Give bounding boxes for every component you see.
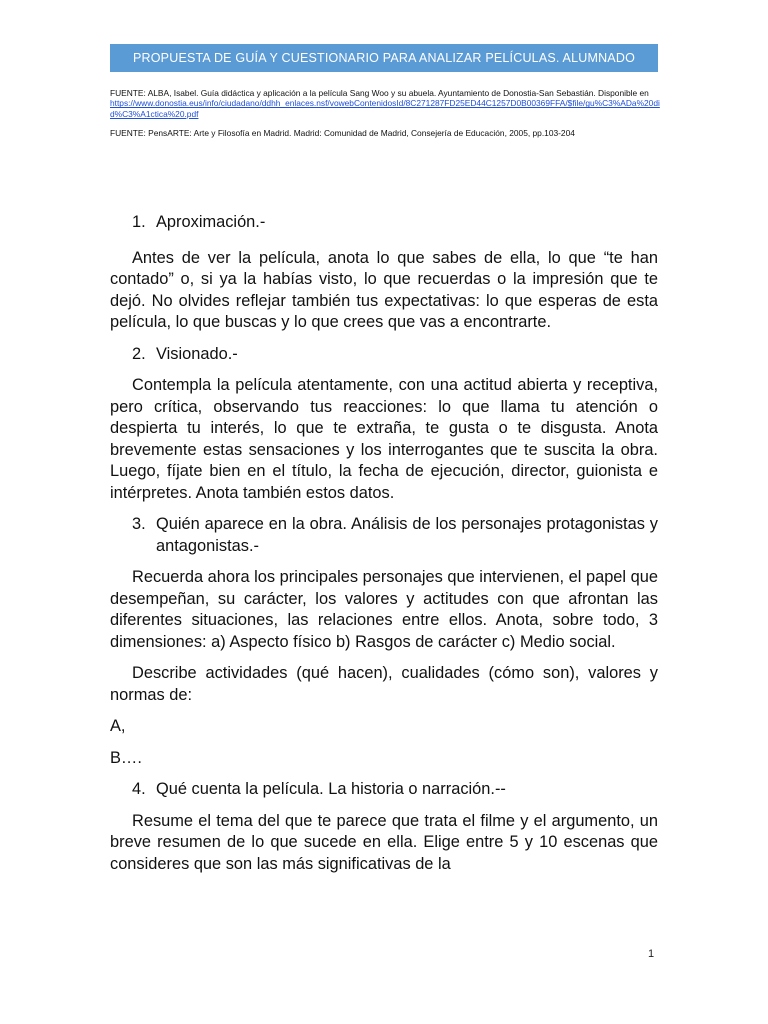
- list-line: B….: [110, 748, 142, 767]
- document-header-title: PROPUESTA DE GUÍA Y CUESTIONARIO PARA ANALIZAR PELÍCULAS. ALUMNADO: [133, 51, 635, 65]
- page-number: 1: [648, 948, 655, 960]
- document-body: [110, 212, 658, 885]
- source-1-text: FUENTE: ALBA, Isabel. Guía didáctica y aplicación a la película Sang Woo y su abuela. Ayuntamiento de Donostia-San Sebastián. Disponible en: [110, 88, 649, 98]
- paragraph: Antes de ver la película, anota lo que sabes de ella, lo que “te han contado” o, si ya la habías visto, lo que recuerdas o la impresión que te dejó. No olvides reflejar también tus expectativas: lo que esperas de esta película, lo que buscas y lo que crees que vas a encontrarte.: [110, 248, 658, 331]
- section-personajes: [110, 514, 658, 769]
- section-heading: [110, 514, 658, 557]
- source-1-link[interactable]: https://www.donostia.eus/info/ciudadano/ddhh_enlaces.nsf/vowebContenidosId/8C271287FD25ED44C1257D0B00369FFA/$file/gu%C3%ADa%20did%C3%A1ctica%20.pdf: [110, 98, 660, 119]
- section-number: 3.: [132, 515, 146, 533]
- section-title: Qué cuenta la película. La historia o narración.--: [156, 780, 506, 798]
- source-1: [110, 88, 662, 119]
- section-heading: [110, 344, 658, 366]
- section-number: 4.: [132, 780, 146, 798]
- paragraph: Recuerda ahora los principales personajes que intervienen, el papel que desempeñan, su carácter, los valores y actitudes con que afrontan las diferentes situaciones, las relaciones entre ellos. Anota, sobre todo, 3 dimensiones: a) Aspecto físico b) Rasgos de carácter c) Medio social.: [110, 568, 658, 651]
- section-aproximacion: [110, 212, 658, 334]
- section-historia: [110, 779, 658, 875]
- document-header-bar: [110, 44, 658, 72]
- section-number: 2.: [132, 344, 146, 363]
- section-title: Quién aparece en la obra. Análisis de los personajes protagonistas y antagonistas.-: [156, 515, 658, 555]
- paragraph: Resume el tema del que te parece que trata el filme y el argumento, un breve resumen de lo que sucede en ella. Elige entre 5 y 10 escenas que consideres que son las más significativas de la: [110, 811, 658, 873]
- list-line: A,: [110, 717, 126, 735]
- section-heading: [110, 212, 658, 234]
- paragraph: Describe actividades (qué hacen), cualidades (cómo son), valores y normas de:: [110, 664, 658, 704]
- source-2-text: FUENTE: PensARTE: Arte y Filosofía en Madrid. Madrid: Comunidad de Madrid, Consejería de Educación, 2005, pp.103-204: [110, 128, 575, 139]
- source-2: [110, 128, 662, 138]
- sources-block: [110, 88, 662, 139]
- section-visionado: [110, 344, 658, 505]
- paragraph: Contempla la película atentamente, con una actitud abierta y receptiva, pero crítica, observando tus reacciones: lo que llama tu atención o despierta tu interés, lo que te extraña, te gusta o te disgusta. Anota brevemente estas sensaciones y los interrogantes que te suscita la obra. Luego, fíjate bien en el título, la fecha de ejecución, director, guionista e intérpretes. Anota también estos datos.: [110, 376, 658, 502]
- section-title: Aproximación.-: [156, 213, 266, 231]
- section-title: Visionado.-: [156, 344, 238, 363]
- section-heading: [110, 779, 658, 801]
- section-number: 1.: [132, 213, 146, 231]
